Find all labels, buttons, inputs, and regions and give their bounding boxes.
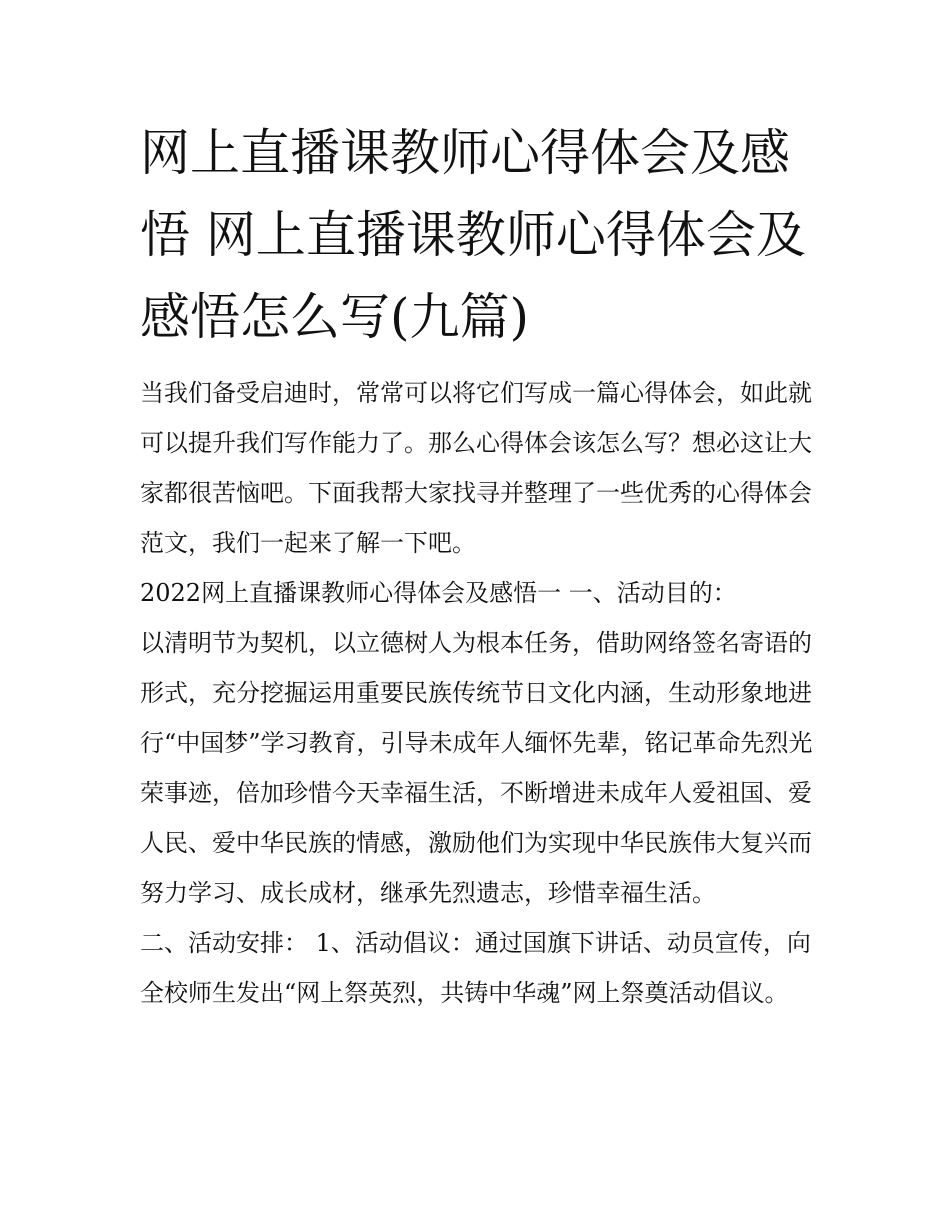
purpose-paragraph: 以清明节为契机，以立德树人为根本任务，借助网络签名寄语的形式，充分挖掘运用重要民族传统节日文化内涵，生动形象地进行“中国梦”学习教育，引导未成年人缅怀先辈，铭记革命先烈光荣事迹，倍加珍惜今天幸福生活，不断增进未成年人爱祖国、爱人民、爱中华民族的情感，激励他们为实现中华民族伟大复兴而努力学习、成长成材，继承先烈遗志，珍惜幸福生活。 <box>140 629 813 907</box>
arrangement-paragraph: 二、活动安排： 1、活动倡议：通过国旗下讲话、动员宣传，向全校师生发出“网上祭英烈，共铸中华魂”网上祭奠活动倡议。 <box>140 929 811 1007</box>
document-page <box>140 112 820 1018</box>
intro-paragraph: 当我们备受启迪时，常常可以将它们写成一篇心得体会，如此就可以提升我们写作能力了。那么心得体会该怎么写？想必这让大家都很苦恼吧。下面我帮大家找寻并整理了一些优秀的心得体会范文，我们一起来了解一下吧。 <box>140 379 812 557</box>
document-title: 网上直播课教师心得体会及感悟 网上直播课教师心得体会及感悟怎么写(九篇) <box>140 124 806 346</box>
section-heading: 2022网上直播课教师心得体会及感悟一 一、活动目的： <box>140 579 737 607</box>
